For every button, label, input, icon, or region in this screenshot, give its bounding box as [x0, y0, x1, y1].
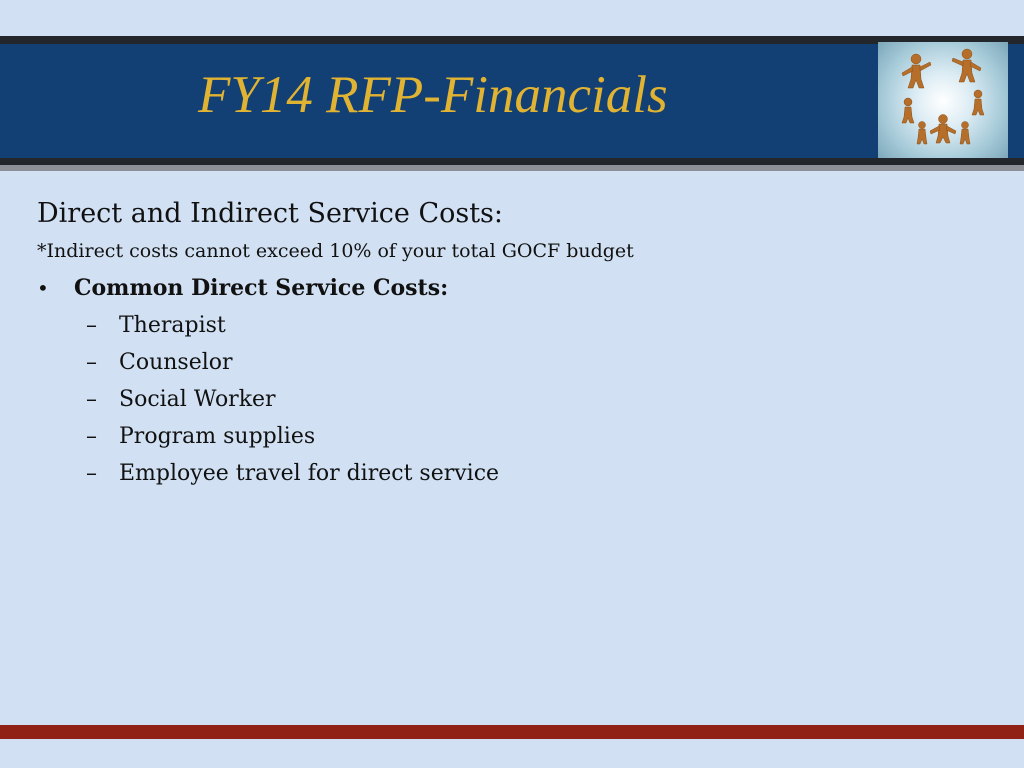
dash-marker: –: [86, 313, 97, 338]
sub-bullet-item: [37, 418, 997, 455]
sub-bullet-text: Therapist: [119, 313, 226, 338]
footer-bar: [0, 725, 1024, 739]
sub-bullet-text: Social Worker: [119, 387, 276, 412]
sub-bullet-item: [37, 344, 997, 381]
sub-bullet-text: Counselor: [119, 350, 233, 375]
dash-marker: –: [86, 461, 97, 486]
dash-marker: –: [86, 387, 97, 412]
slide-header: [0, 36, 1024, 171]
sub-bullet-text: Program supplies: [119, 424, 316, 449]
slide-body: [37, 192, 997, 492]
header-top-bar: [0, 36, 1024, 44]
sub-bullet-list: [37, 307, 997, 492]
indirect-cost-note: *Indirect costs cannot exceed 10% of your total GOCF budget: [37, 240, 634, 262]
body-heading: Direct and Indirect Service Costs:: [37, 198, 504, 229]
bullet-text: Common Direct Service Costs:: [74, 275, 449, 301]
header-bottom-bar: [0, 158, 1024, 165]
sub-bullet-item: [37, 307, 997, 344]
dash-marker: –: [86, 350, 97, 375]
people-circle-icon: [878, 42, 1008, 160]
sub-bullet-text: Employee travel for direct service: [119, 461, 500, 486]
bullet-item: [37, 270, 997, 307]
sub-bullet-item: [37, 455, 997, 492]
sub-bullet-item: [37, 381, 997, 418]
slide-title: FY14 RFP-Financials: [198, 66, 668, 124]
dash-marker: –: [86, 424, 97, 449]
bullet-marker: •: [37, 276, 49, 300]
header-bottom-line: [0, 165, 1024, 171]
